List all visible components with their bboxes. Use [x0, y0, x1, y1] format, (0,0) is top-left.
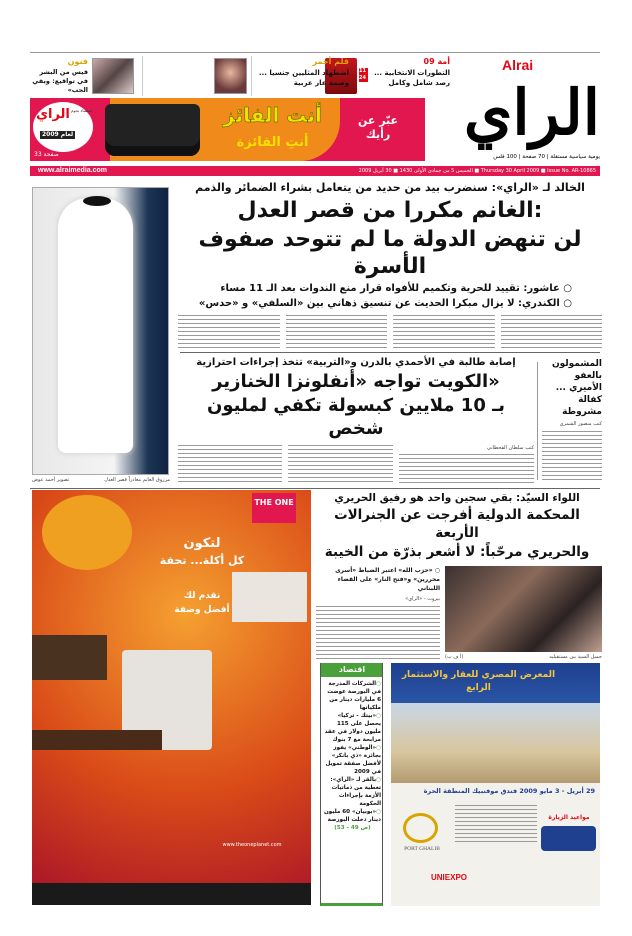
lead-body	[393, 315, 495, 349]
logo-en: Alrai	[502, 57, 534, 73]
flu-body	[288, 445, 392, 484]
lead-headline[interactable]: الغانم مكررا من قصر العدل:	[237, 198, 543, 223]
table-image	[32, 730, 162, 750]
bullet-text: «حزب الله» اعتبر الضباط «أسرى محررين» و«فتح النار» على القضاء اللبناني	[335, 567, 440, 592]
furniture-ad[interactable]	[32, 490, 311, 905]
economy-item[interactable]: ○الشركات المدرجة في البورصة عوضت 6 مليارات دينار من ملكياتها	[327, 681, 381, 711]
teaser-text: قيس من البشر في تواقيع: وبقي الحب»	[32, 68, 88, 94]
ad-url: www.theoneplanet.com	[222, 842, 282, 848]
chair-image	[232, 572, 307, 622]
flu-headline[interactable]: الكويت تواجه «أنفلونزا الخنازير»	[212, 371, 500, 392]
lead-body	[501, 315, 603, 349]
bullet-text: الكندري: لا يزال مبكرا الحديث عن تنسيق ذهاني بين «السلفي» و «حدس»	[198, 298, 560, 309]
banner-year: لعام 2009	[42, 131, 74, 138]
brand-logo: THE ONE	[252, 493, 296, 523]
lead-bullet: ○ الكندري: لا يزال مبكرا الحديث عن تنسيق ذهاني بين «السلفي» و «حدس»	[198, 298, 572, 309]
expo-hours	[541, 826, 596, 851]
teaser-section: قلم أحمر	[312, 57, 349, 66]
banner-page: صفحة 33	[34, 151, 59, 158]
flu-byline: كتب سلطان القحطاني	[487, 445, 535, 451]
economy-list	[324, 680, 381, 832]
hariri-body	[316, 606, 440, 661]
expo-ad[interactable]	[391, 663, 600, 906]
banner-cta: عبّر عن رأيك	[357, 114, 399, 141]
issue-info: Thursday 30 April 2009 ■ Issue No. AR-10865 ■ الخميس 5 من جمادى الأولى 1430 ■ 30 أبريل 2009	[358, 168, 596, 174]
ad-line: كل أكلة... تحفة	[159, 554, 245, 567]
ad-line: أفضل وصفة	[174, 605, 230, 615]
hariri-headline[interactable]: المحكمة الدولية أفرجت عن الجنرالات الأربعة	[334, 507, 580, 541]
teaser-text: التطورات الانتخابية ... رصد شامل وكامل	[374, 69, 450, 87]
expo-organizer: UNIEXPO	[431, 873, 468, 882]
teaser-arts[interactable]	[30, 56, 136, 96]
hariri-photo-caption: جميل السيد بين مستقبليه	[549, 654, 602, 660]
lead-body	[286, 315, 388, 349]
bullet-text: عاشور: تقييد للحرية وتكميم للأفواه قرار منع الندوات بعد الـ 11 مساء	[220, 283, 560, 294]
ad-line: نقدم لك	[183, 591, 221, 601]
economy-item[interactable]: ○«بوبيان» 60 مليون دينار دخلت البورصة	[324, 809, 381, 823]
car-image	[105, 104, 200, 156]
economy-pages: (ص 49 - 53)	[334, 825, 371, 831]
flu-headline-2[interactable]: بـ 10 ملايين كبسولة تكفي لمليون شخص	[206, 395, 506, 439]
flu-body	[178, 445, 282, 484]
expo-photo	[391, 703, 600, 783]
economy-item[interactable]: ○«الوطني» يفوز بجائزة «ذي بانكر» لأفضل صفقة تمويل في 2009	[325, 745, 381, 775]
economy-item[interactable]: ○«بيتك - تركيا» يحصل على 115 مليون دولار في عقد مرابحة مع 7 بنوك	[324, 713, 381, 743]
expo-sponsor: PORT GHALIB	[404, 846, 440, 852]
hariri-dateline: بيروت - «الراي»	[405, 596, 440, 602]
banner-badge: الراي	[36, 107, 70, 122]
tagline: يومية سياسية مستقلة | 70 صفحة | 100 فلس	[493, 154, 600, 160]
banner-title: أنت الفائز	[223, 103, 322, 127]
lead-photo-caption: مرزوق الغانم مغادراً قصر العدل	[104, 477, 170, 483]
hariri-headline-2[interactable]: والحريري مرحّباً: لا أشعر بذرّة من الخيبة	[324, 544, 590, 560]
hariri-story	[312, 491, 602, 661]
expo-dates: 29 أبريل - 3 مايو 2009 فندق موفنبيك المنطقة الحرة	[423, 787, 595, 795]
economy-item[interactable]: ○بالقر لـ «الراي»: تغطية من ذماتيات الأزمة بإجراءات الحكومة	[330, 777, 381, 807]
banner-subtitle: أنتِ الفائزة	[236, 135, 309, 150]
teaser-thumbnail	[214, 58, 247, 94]
teaser-section: فنون	[67, 57, 88, 66]
side-story-body	[542, 431, 602, 482]
economy-box[interactable]	[320, 663, 383, 906]
hariri-photo[interactable]	[445, 566, 602, 652]
lead-bullet: ○ عاشور: تقييد للحرية وتكميم للأفواه قرار منع الندوات بعد الـ 11 مساء	[220, 283, 572, 294]
teaser-thumbnail	[92, 58, 134, 94]
hariri-bullet: ○ «حزب الله» اعتبر الضباط «أسرى محررين» و«فتح النار» على القضاء اللبناني	[335, 567, 440, 592]
side-story-headline[interactable]: المشمولون بالعفو الأميري ... كفالة مشروطة	[551, 359, 602, 417]
teaser-section: أمة 09	[423, 57, 450, 66]
lead-headline-2[interactable]: لن تنهض الدولة ما لم تتوحد صفوف الأسرة	[198, 227, 582, 279]
banner-badge-sub: استفتاء نجوم	[71, 108, 93, 113]
expo-hours-title: مواعيد الزيارة	[548, 814, 590, 821]
lead-story	[178, 181, 602, 349]
side-story-byline: كتب منصور الشمري	[559, 421, 602, 427]
side-story	[542, 358, 602, 482]
expo-details	[455, 805, 537, 845]
lead-photo-credit: تصوير أحمد عوض	[32, 477, 70, 483]
flu-body	[399, 454, 535, 484]
flu-story	[178, 356, 534, 484]
economy-title: اقتصاد	[320, 663, 383, 677]
date-strip	[30, 166, 600, 176]
site-url[interactable]: www.alraimedia.com	[38, 167, 107, 174]
teaser-page-badge: 11 24	[359, 68, 368, 82]
expo-title: المعرض المصري للعقار والاستثمار الرابع	[401, 670, 556, 693]
lead-kicker[interactable]: الخالد لـ «الراي»: سنضرب بيد من حديد من يتعامل بشراء الضمائر والذمم	[195, 181, 585, 194]
hariri-photo-credit: (أ ف ب)	[445, 654, 464, 660]
hariri-kicker[interactable]: اللواء السيّد: بقي سجين واحد هو رفيق الحريري	[334, 492, 580, 504]
logo-ar: الراي	[463, 76, 600, 149]
teaser-text: اضطهاد المثليين جنسيا ... وصمة عار عربية	[258, 69, 349, 87]
banner-ad[interactable]	[30, 98, 425, 161]
lead-body	[178, 315, 280, 349]
teaser-red-pen[interactable]	[214, 56, 349, 96]
masthead-logo[interactable]	[440, 55, 600, 152]
flu-kicker[interactable]: إصابة طالبة في الأحمدي بالدرن و«التربية» تتخذ إجراءات احترازية	[196, 357, 516, 368]
lead-photo[interactable]	[32, 187, 169, 475]
ad-line: لتكون	[183, 536, 221, 551]
table-image	[32, 635, 107, 680]
